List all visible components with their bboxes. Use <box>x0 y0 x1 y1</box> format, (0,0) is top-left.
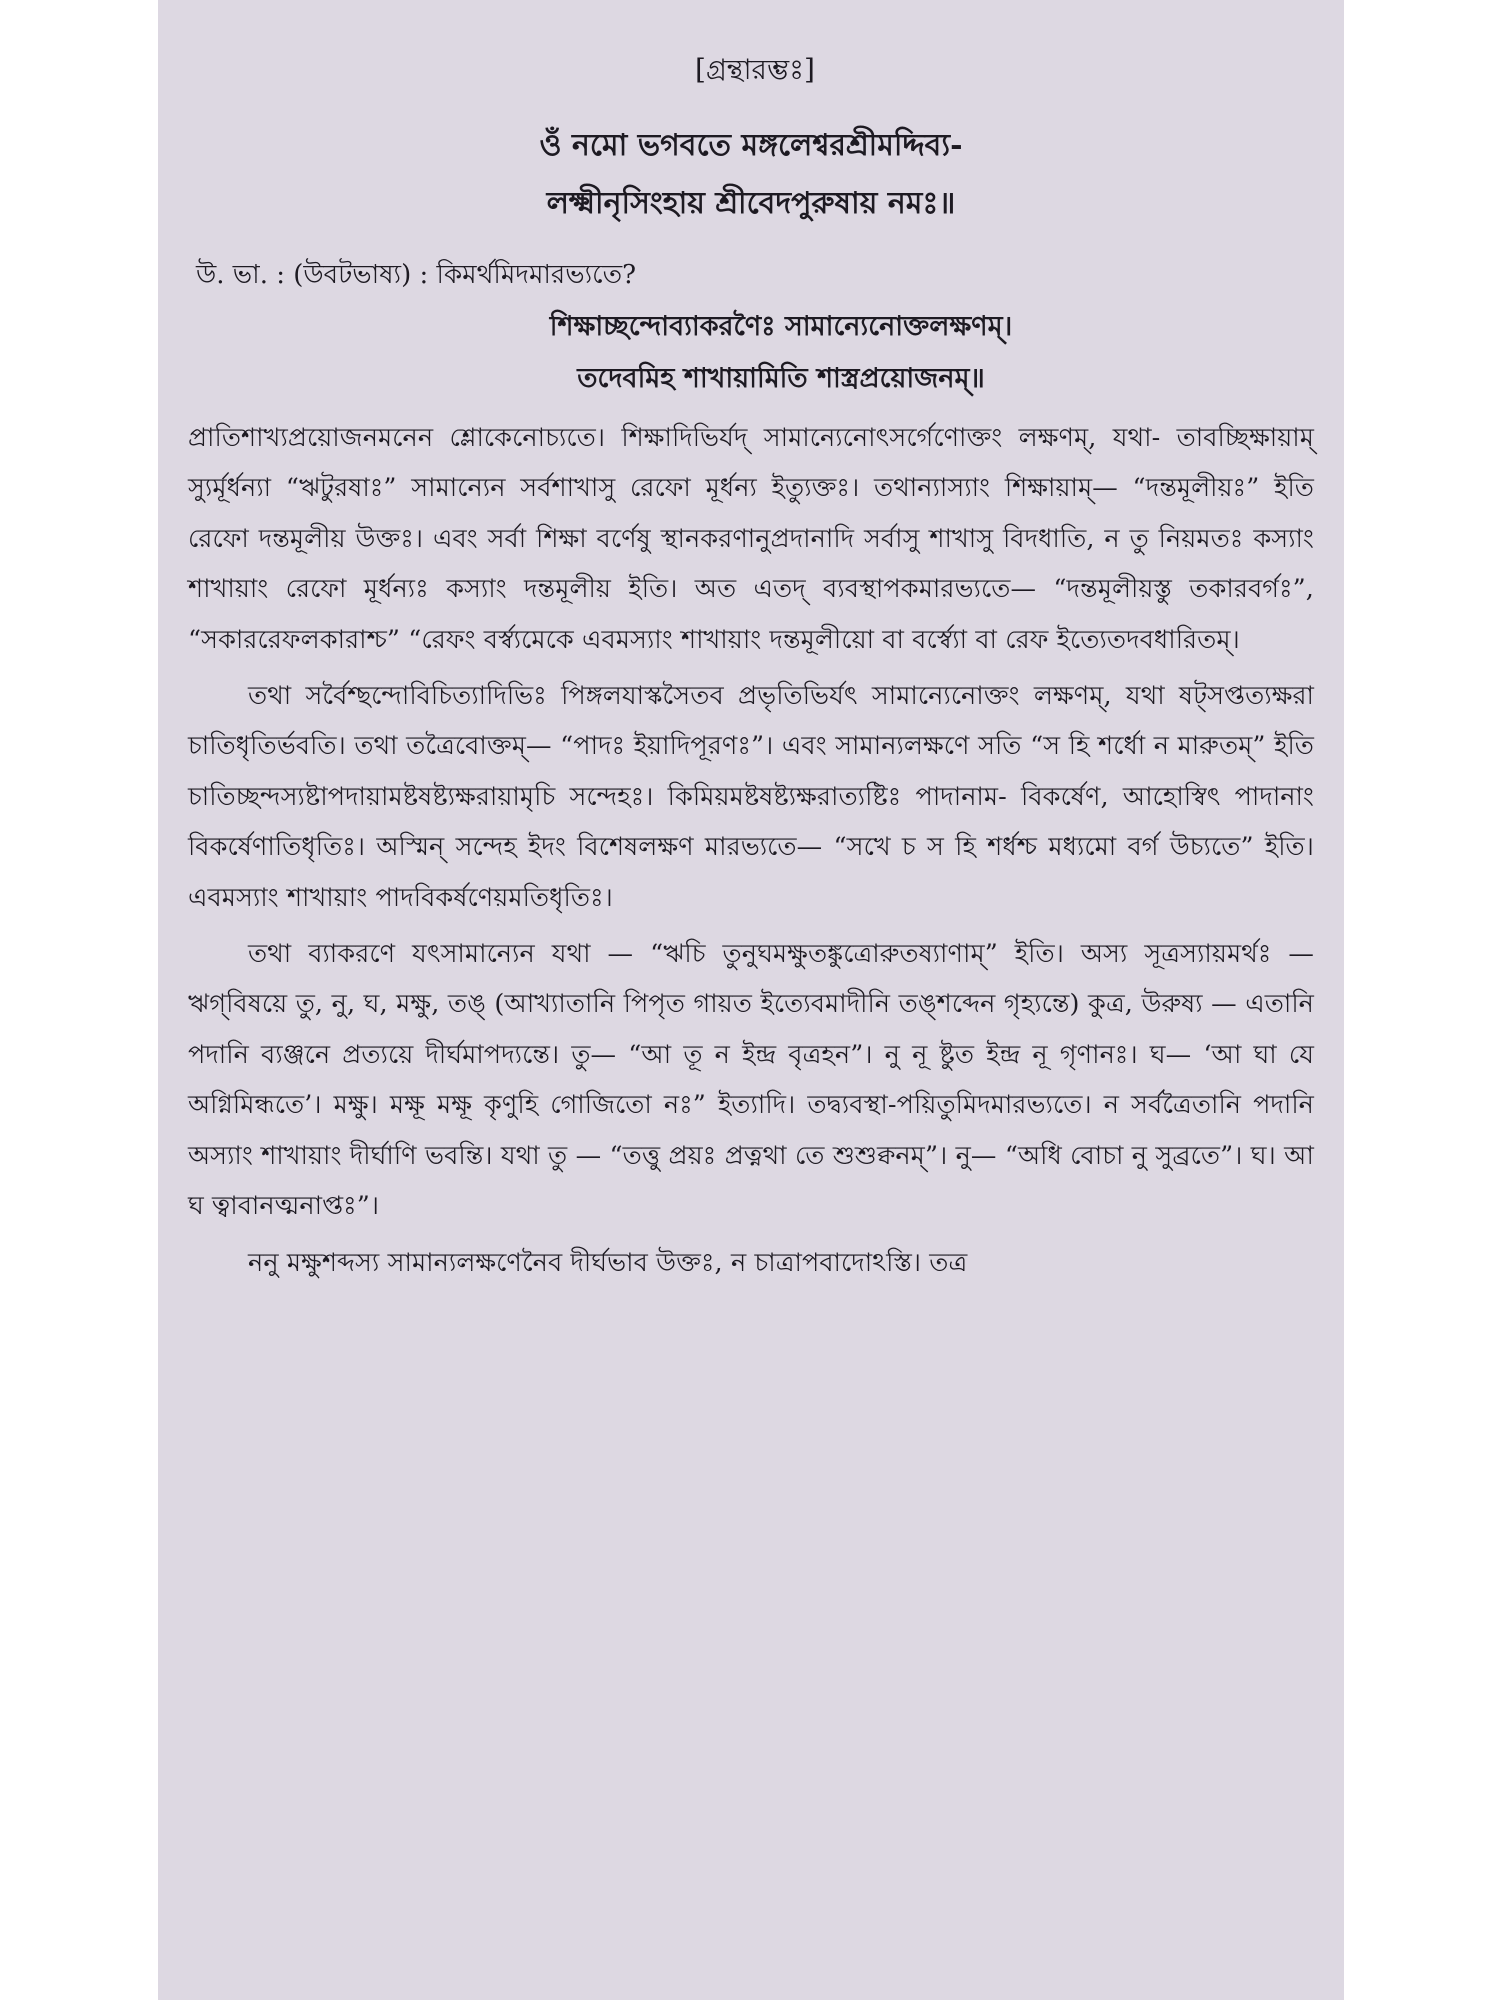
section-heading: [গ্রন্থারম্ভঃ] <box>695 53 815 86</box>
book-page <box>158 0 1344 2000</box>
invocation-line: লক্ষ্মীনৃসিংহায় শ্রীবেদপুরুষায় নমঃ॥ <box>546 186 956 221</box>
paragraph: তথা ব্যাকরণে যৎসামান্যেন যথা — “ঋচি তুনুঘমক্ষুতঙ্কুত্রোরুতষ্যাণাম্” ইতি। অস্য সূত্রস্যায়মর্থঃ — ঋগ্‌বিষয়ে তু, নু, ঘ, মক্ষু, তঙ্ (আখ্যাতানি পিপৃত গায়ত ইত্যেবমাদীনি তঙ্‌শব্দেন গৃহ্যন্তে) কুত্র, উরুষ্য — এতানি পদানি ব্যঞ্জনে প্রত্যয়ে দীর্ঘমাপদ্যন্তে। তু— “আ তূ ন ইন্দ্র বৃত্রহন”। নু নূ ষ্টুত ইন্দ্র নূ গৃণানঃ। ঘ— ‘আ ঘা যে অগ্নিমিন্ধতে’। মক্ষু। মক্ষূ মক্ষূ কৃণুহি গোজিতো নঃ” ইত্যাদি। তদ্ব্যবস্থা-পয়িতুমিদমারভ্যতে। ন সর্বত্রৈতানি পদানি অস্যাং শাখায়াং দীর্ঘাণি ভবন্তি। যথা তু — “তত্তু প্রয়ঃ প্রত্নথা তে শুশুক্বনম্”। নু— “অধি বোচা নু সুব্রতে”। ঘ। আ ঘ ত্বাবানত্মনাপ্তঃ”। <box>188 939 1314 1222</box>
invocation-block <box>188 117 1314 233</box>
verse-line: শিক্ষাচ্ছন্দোব্যাকরণৈঃ সামান্যেনোক্তলক্ষণম্। <box>549 311 1013 342</box>
commentary-question: উ. ভা. : (উবটভাষ্য) : কিমর্থমিদমারভ্যতে? <box>196 260 637 290</box>
paragraph: ননু মক্ষুশব্দস্য সামান্যলক্ষণেনৈব দীর্ঘভাব উক্তঃ, ন চাত্রাপবাদোঽস্তি। তত্র <box>248 1247 968 1278</box>
paragraph: প্রাতিশাখ্যপ্রয়োজনমনেন শ্লোকেনোচ্যতে। শিক্ষাদিভির্যদ্ সামান্যেনোৎসর্গেণোক্তং লক্ষণম্, যথা- তাবচ্ছিক্ষায়াম্ স্যুর্মূর্ধন্যা “ঋটুরষাঃ” সামান্যেন সর্বশাখাসু রেফো মূর্ধন্য ইত্যুক্তঃ। তথান্যাস্যাং শিক্ষায়াম্— “দন্তমূলীয়ঃ” ইতি রেফো দন্তমূলীয় উক্তঃ। এবং সর্বা শিক্ষা বর্ণেষু স্থানকরণানুপ্রদানাদি সর্বাসু শাখাসু বিদধাতি, ন তু নিয়মতঃ কস্যাং শাখায়াং রেফো মূর্ধন্যঃ কস্যাং দন্তমূলীয় ইতি। অত এতদ্ ব্যবস্থাপকমারভ্যতে— “দন্তমূলীয়স্তু তকারবর্গঃ”, “সকাররেফলকারাশ্চ” “রেফং বর্স্ব্যমেকে এবমস্যাং শাখায়াং দন্তমূলীয়ো বা বর্স্ব্যো বা রেফ ইত্যেতদবধারিতম্। <box>188 423 1314 655</box>
paragraph: তথা সর্বৈশ্ছন্দোবিচিত্যাদিভিঃ পিঙ্গলযাস্কসৈতব প্রভৃতিভির্যৎ সামান্যেনোক্তং লক্ষণম্, যথা ষট্‌সপ্তত্যক্ষরা চাতিধৃতির্ভবতি। তথা তত্রৈবোক্তম্— “পাদঃ ইয়াদিপূরণঃ”। এবং সামান্যলক্ষণে সতি “স হি শর্ধো ন মারুতম্” ইতি চাতিচ্ছন্দস্যষ্টাপদায়ামষ্টষষ্ট্যক্ষরায়ামৃচি সন্দেহঃ। কিমিয়মষ্টষষ্ট্যক্ষরাত্যষ্টিঃ পাদানাম- বিকর্ষেণ, আহোস্বিৎ পাদানাং বিকর্ষেণাতিধৃতিঃ। অস্মিন্ সন্দেহ ইদং বিশেষলক্ষণ মারভ্যতে— “সখে চ স হি শর্ধশ্চ মধ্যমো বর্গ উচ্যতে” ইতি। এবমস্যাং শাখায়াং পাদবিকর্ষণেয়মতিধৃতিঃ। <box>188 681 1314 913</box>
verse-block <box>188 301 1314 405</box>
invocation-line: ওঁ নমো ভগবতে মঙ্গলেশ্বরশ্রীমদ্দিব্য- <box>539 128 963 163</box>
verse-line: তদেবমিহ শাখায়ামিতি শাস্ত্রপ্রয়োজনম্॥ <box>577 363 985 394</box>
